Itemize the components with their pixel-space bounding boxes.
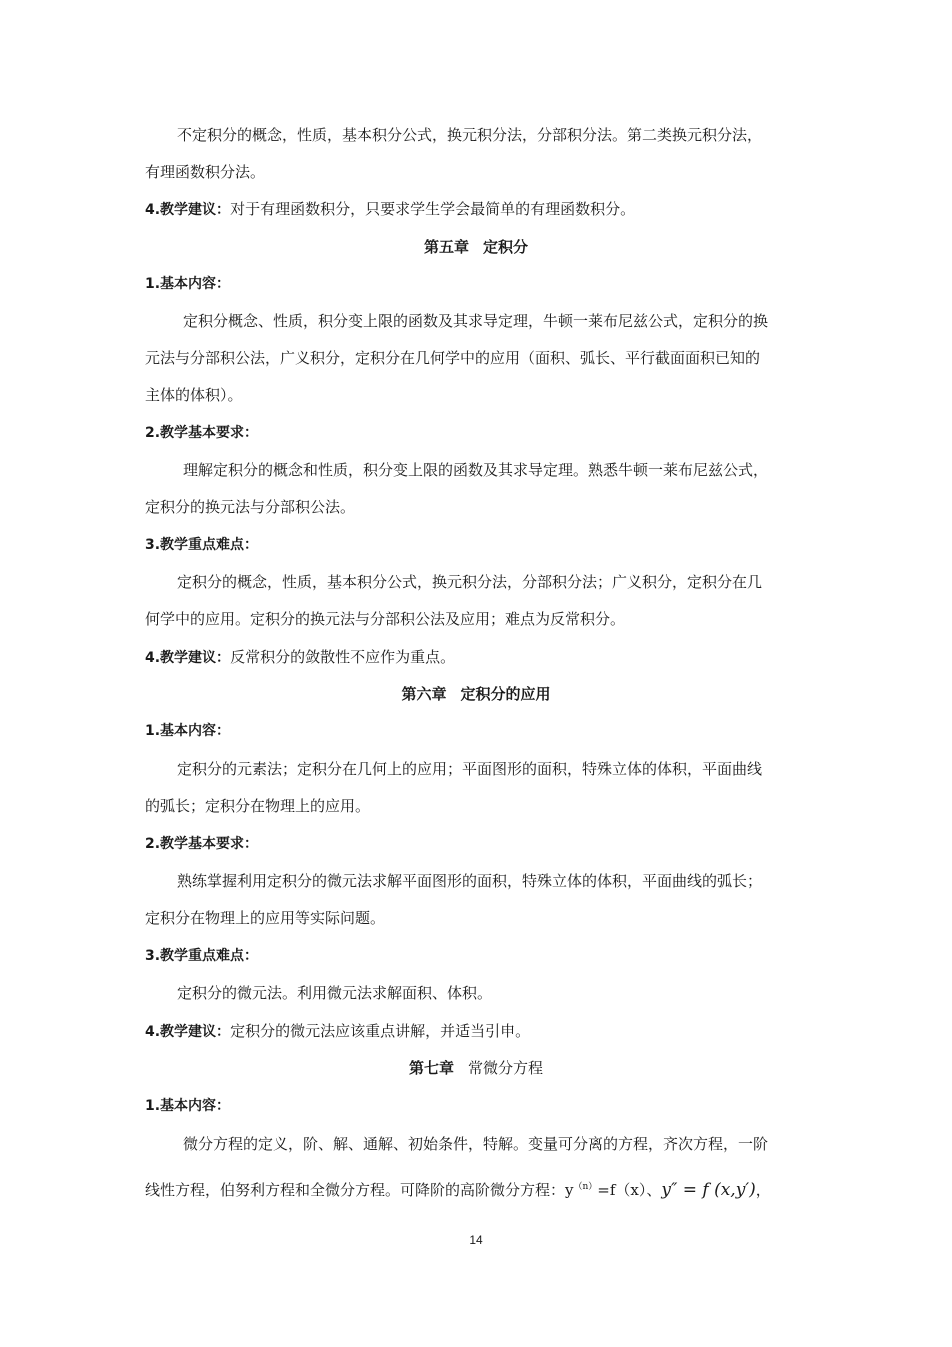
section-label: 4.教学建议： [145,650,231,666]
formula-equation: y″ = f (x,y′) [661,1180,756,1200]
chapter-title: 定积分的应用 [460,685,551,703]
paragraph-line: 主体的体积）。 [145,386,243,404]
chapter-heading-7 [0,1058,952,1078]
section-label: 1.基本内容： [145,723,231,739]
teaching-advice-line [145,199,635,220]
paragraph-line: 理解定积分的概念和性质，积分变上限的函数及其求导定理。熟悉牛顿一莱布尼兹公式， [183,461,769,479]
paragraph-line: 不定积分的概念，性质，基本积分公式，换元积分法，分部积分法。第二类换元积分法， [177,126,763,144]
formula-suffix: ， [755,1181,771,1199]
teaching-advice-line [145,1021,530,1042]
section-label: 1.基本内容： [145,276,231,292]
section-label: 4.教学建议： [145,202,231,218]
chapter-number: 第七章 [408,1059,454,1077]
section-text: 定积分的微元法应该重点讲解，并适当引申。 [230,1022,531,1040]
formula-prefix-text: 线性方程，伯努利方程和全微分方程。可降阶的高阶微分方程：y [145,1181,574,1199]
paragraph-line: 熟练掌握利用定积分的微元法求解平面图形的面积，特殊立体的体积，平面曲线的弧长； [177,872,763,890]
paragraph-line: 何学中的应用。定积分的换元法与分部积公法及应用；难点为反常积分。 [145,610,626,628]
paragraph-line: 元法与分部积公法，广义积分，定积分在几何学中的应用（面积、弧长、平行截面面积已知的 [145,349,761,367]
chapter-heading-6 [0,684,952,704]
paragraph-line: 微分方程的定义，阶、解、通解、初始条件，特解。变量可分离的方程，齐次方程，一阶 [183,1135,769,1153]
paragraph-line: 定积分在物理上的应用等实际问题。 [145,909,386,927]
page-number: 14 [469,1233,483,1247]
chapter-number: 第五章 [423,238,469,256]
paragraph-line: 定积分的元素法；定积分在几何上的应用；平面图形的面积，特殊立体的体积，平面曲线 [177,760,763,778]
section-label: 2.教学基本要求： [145,425,259,441]
section-label: 4.教学建议： [145,1024,231,1040]
teaching-advice-line [145,647,455,668]
paragraph-line: 定积分的换元法与分部积公法。 [145,498,356,516]
formula-part: =f（x）、 [597,1181,662,1199]
section-label: 3.教学重点难点： [145,948,259,964]
section-text: 反常积分的敛散性不应作为重点。 [230,648,456,666]
chapter-heading-5 [0,237,952,257]
section-label: 1.基本内容： [145,1098,231,1114]
chapter-title: 常微分方程 [468,1059,544,1077]
section-text: 对于有理函数积分，只要求学生学会最简单的有理函数积分。 [230,200,636,218]
paragraph-line: 有理函数积分法。 [145,163,266,181]
paragraph-line: 定积分概念、性质，积分变上限的函数及其求导定理，牛顿一莱布尼兹公式，定积分的换 [183,312,769,330]
section-label: 3.教学重点难点： [145,537,259,553]
section-label: 2.教学基本要求： [145,836,259,852]
chapter-number: 第六章 [401,685,447,703]
formula-superscript: （n） [573,1182,598,1192]
paragraph-line: 定积分的概念，性质，基本积分公式，换元积分法，分部积分法；广义积分，定积分在几 [177,573,763,591]
paragraph-line: 定积分的微元法。利用微元法求解面积、体积。 [177,984,493,1002]
paragraph-line-with-formula [145,1177,771,1200]
chapter-title: 定积分 [483,238,529,256]
paragraph-line: 的弧长；定积分在物理上的应用。 [145,797,371,815]
